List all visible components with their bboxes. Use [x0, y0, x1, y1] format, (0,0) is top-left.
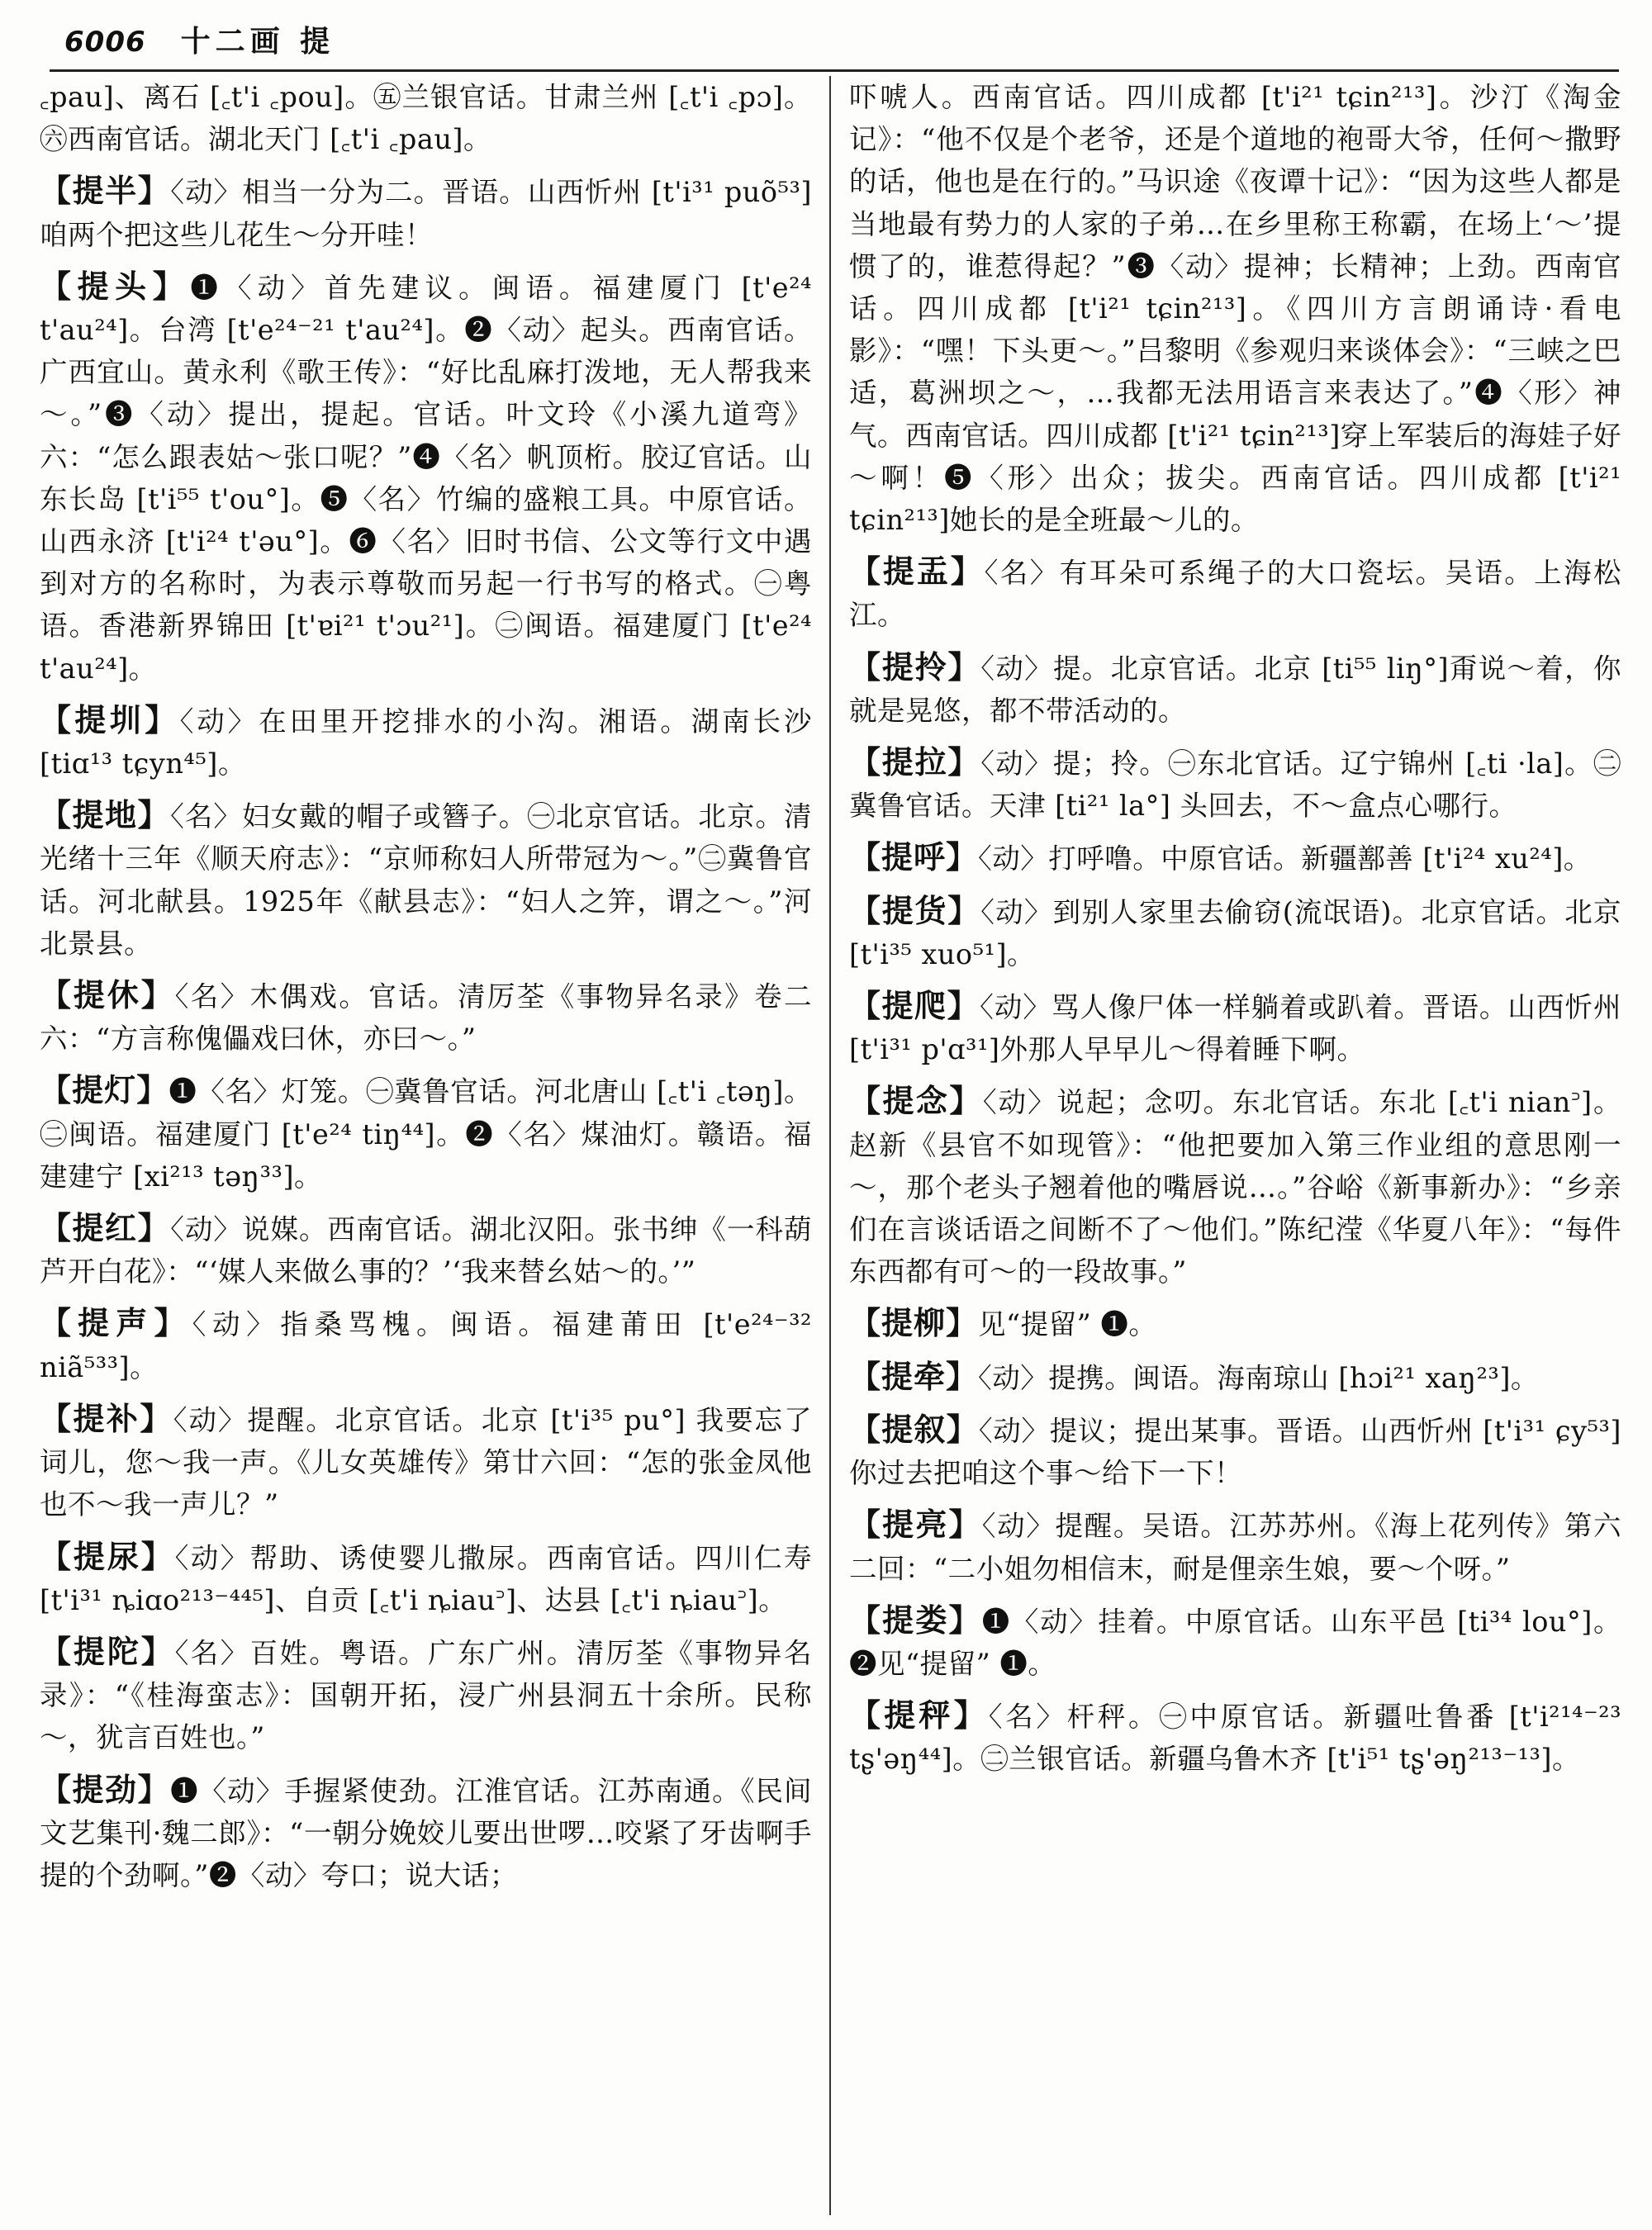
dictionary-entry — [849, 741, 1621, 827]
entry-definition: 〈动〉在田里开挖排水的小沟。湘语。湖南长沙 [tiɑ¹³ tɕyn⁴⁵]。 — [40, 705, 812, 780]
entry-headword: 【提亮】 — [849, 1506, 982, 1544]
entry-headword: 【提补】 — [40, 1399, 173, 1437]
entry-definition: 〈动〉提醒。吴语。江苏苏州。《海上花列传》第六二回：“二小姐勿相信末，耐是俚亲生娘，要～个呀。” — [849, 1510, 1621, 1585]
column-divider — [829, 76, 831, 2215]
entry-headword: 【提盂】 — [849, 553, 985, 591]
dictionary-entry — [40, 1302, 812, 1388]
entry-definition: 〈名〉妇女戴的帽子或簪子。㊀北京官话。北京。清光绪十三年《顺天府志》：“京师称妇人所带冠为～。”㊁冀鲁官话。河北献县。1925年《献县志》：“妇人之笄，谓之～。”河北景县。 — [40, 800, 812, 960]
entry-headword: 【提头】 — [40, 267, 191, 305]
entry-definition: 〈动〉指桑骂槐。闽语。福建莆田 [t'e²⁴⁻³² niã⁵³³]。 — [40, 1308, 812, 1383]
entry-headword: 【提柳】 — [849, 1304, 979, 1342]
entry-definition: 〈名〉有耳朵可系绳子的大口瓷坛。吴语。上海松江。 — [849, 557, 1621, 632]
dictionary-entry — [40, 974, 812, 1060]
dictionary-entry — [40, 1768, 812, 1897]
entry-definition: 〈动〉提议；提出某事。晋语。山西忻州 [t'i³¹ ɕy⁵³]你过去把咱这个事～给下一下！ — [849, 1414, 1621, 1490]
entry-headword: 【提劲】 — [40, 1770, 171, 1808]
entry-continuation — [849, 76, 1621, 541]
dictionary-entry — [849, 1079, 1621, 1293]
entry-headword: 【提地】 — [40, 796, 171, 834]
dictionary-entry — [40, 1207, 812, 1293]
dictionary-entry — [849, 1408, 1621, 1494]
entry-headword: 【提货】 — [849, 891, 981, 929]
section-title: 十二画 提 — [180, 24, 335, 59]
dictionary-entry — [849, 1694, 1621, 1780]
entry-headword: 【提叙】 — [849, 1410, 979, 1448]
dictionary-entry — [40, 1069, 812, 1198]
entry-headword: 【提尿】 — [40, 1537, 175, 1575]
entry-headword: 【提半】 — [40, 172, 171, 210]
entry-definition: 〈动〉打呼噜。中原官话。新疆鄯善 [t'i²⁴ xu²⁴]。 — [978, 842, 1592, 875]
dictionary-entry — [40, 1630, 812, 1759]
dictionary-entry — [849, 1302, 1621, 1345]
entry-definition: ❶〈动〉首先建议。闽语。福建厦门 [t'e²⁴ t'au²⁴]。台湾 [t'e²⁴⁻²¹ t'au²⁴]。❷〈动〉起头。西南官话。广西宜山。黄永利《歌王传》：“好比乱麻打泼地，无人帮我来～。”❸〈动〉提出，提起。官话。叶文玲《小溪九道弯》六：“怎么跟表姑～张口呢？”❹〈名〉帆顶桁。胶辽官话。山东长岛 [t'i⁵⁵ t'ou°]。❺〈名〉竹编的盛粮工具。中原官话。山西永济 [t'i²⁴ t'əu°]。❻〈名〉旧时书信、公文等行文中遇到对方的名称时，为表示尊敬而另起一行书写的格式。㊀粤语。香港新界锦田 [t'ɐi²¹ t'ɔu²¹]。㊁闽语。福建厦门 [t'e²⁴ t'au²⁴]。 — [40, 271, 812, 685]
entry-definition: 〈动〉到别人家里去偷窃(流氓语)。北京官话。北京 [t'i³⁵ xuo⁵¹]。 — [849, 895, 1621, 970]
entry-headword: 【提陀】 — [40, 1632, 175, 1670]
entry-headword: 【提牵】 — [849, 1357, 979, 1395]
dictionary-entry — [849, 890, 1621, 975]
entry-definition: 〈动〉提；拎。㊀东北官话。辽宁锦州 [꜀ti ·la]。㊁冀鲁官话。天津 [ti²¹ la°] 头回去，不～盒点心哪行。 — [849, 747, 1621, 823]
entry-definition: 〈动〉提。北京官话。北京 [ti⁵⁵ liŋ°]甭说～着，你就是晃悠，都不带活动的。 — [849, 652, 1621, 727]
entry-headword: 【提圳】 — [40, 700, 180, 738]
dictionary-entry — [40, 265, 812, 690]
dictionary-entry — [40, 1397, 812, 1526]
dictionary-entry — [849, 985, 1621, 1070]
dictionary-entry — [849, 646, 1621, 732]
page-number: 6006 — [64, 26, 146, 59]
entry-definition: ❶〈动〉挂着。中原官话。山东平邑 [ti³⁴ lou°]。❷见“提留” ❶。 — [849, 1605, 1621, 1680]
entry-definition: 〈动〉说起；念叨。东北官话。东北 [꜀t'i nian꜄]。赵新《县官不如现管》：“他把要加入第三作业组的意思刚一～，那个老头子翘着他的嘴唇说…。”谷峪《新事新办》：“乡亲们在言谈话语之间断不了～他们。”陈纪滢《华夏八年》：“每件东西都有可～的一段故事。” — [849, 1086, 1621, 1288]
entry-definition: 〈名〉百姓。粤语。广东广州。清厉荃《事物异名录》：“《桂海蛮志》：国朝开拓，浸广州县洞五十余所。民称～，犹言百姓也。” — [40, 1636, 812, 1754]
entry-headword: 【提红】 — [40, 1209, 171, 1247]
entry-continuation — [40, 76, 812, 160]
entry-headword: 【提灯】 — [40, 1071, 169, 1109]
entry-headword: 【提爬】 — [849, 987, 980, 1025]
entry-definition: ❶〈名〉灯笼。㊀冀鲁官话。河北唐山 [꜀t'i ꜀təŋ]。㊁闽语。福建厦门 [t'e²⁴ tiŋ⁴⁴]。❷〈名〉煤油灯。赣语。福建建宁 [xi²¹³ təŋ³³]。 — [40, 1075, 812, 1193]
entry-headword: 【提声】 — [40, 1304, 192, 1342]
header-rule — [50, 69, 1619, 72]
entry-definition: 吓唬人。西南官话。四川成都 [t'i²¹ tɕin²¹³]。沙汀《淘金记》：“他不仅是个老爷，还是个道地的袍哥大爷，任何～撒野的话，他也是在行的。”马识途《夜谭十记》：“因为这些人都是当地最有势力的人家的子弟…在乡里称王称霸，在场上‘～’提惯了的，谁惹得起？”❸〈动〉提神；长精神；上劲。西南官话。四川成都 [t'i²¹ tɕin²¹³]。《四川方言朗诵诗·看电影》：“嘿！下头更～。”吕黎明《参观归来谈体会》：“三峡之巴适，葛洲坝之～，…我都无法用语言来表达了。”❹〈形〉神气。西南官话。四川成都 [t'i²¹ tɕin²¹³]穿上军装后的海娃子好～啊！❺〈形〉出众；拔尖。西南官话。四川成都 [t'i²¹ tɕin²¹³]她长的是全班最～儿的。 — [849, 81, 1621, 537]
entry-definition: 〈动〉帮助、诱使婴儿撒尿。西南官话。四川仁寿 [t'i³¹ ȵiɑo²¹³⁻⁴⁴⁵]、自贡 [꜀t'i ȵiau꜄]、达县 [꜀t'i ȵiau꜄]。 — [40, 1541, 812, 1616]
dictionary-entry — [849, 836, 1621, 880]
entry-definition: 〈动〉提携。闽语。海南琼山 [hɔi²¹ xaŋ²³]。 — [978, 1361, 1539, 1394]
dictionary-entry — [849, 1599, 1621, 1685]
dictionary-entry — [40, 699, 812, 785]
entry-headword: 【提娄】 — [849, 1601, 982, 1639]
dictionary-entry — [40, 794, 812, 965]
dictionary-entry — [849, 550, 1621, 636]
entry-headword: 【提念】 — [849, 1082, 983, 1120]
right-column — [849, 76, 1621, 2223]
entry-headword: 【提秤】 — [849, 1696, 989, 1734]
entry-definition: 〈动〉骂人像尸体一样躺着或趴着。晋语。山西忻州 [t'i³¹ p'ɑ³¹]外那人早早儿～得着睡下啊。 — [849, 991, 1621, 1066]
dictionary-entry — [849, 1355, 1621, 1399]
dictionary-entry — [40, 1535, 812, 1621]
dictionary-entry — [40, 169, 812, 255]
entry-definition: ꜀pau]、离石 [꜀t'i ꜀pou]。㊄兰银官话。甘肃兰州 [꜀t'i ꜀pɔ]。㊅西南官话。湖北天门 [꜀t'i ꜀pau]。 — [40, 81, 812, 156]
entry-headword: 【提呼】 — [849, 838, 979, 876]
left-column — [40, 76, 812, 2223]
entry-definition: 〈名〉杆秤。㊀中原官话。新疆吐鲁番 [t'i²¹⁴⁻²³ tʂ'əŋ⁴⁴]。㊁兰银官话。新疆乌鲁木齐 [t'i⁵¹ tʂ'əŋ²¹³⁻¹³]。 — [849, 1701, 1621, 1776]
entry-definition: ❶〈动〉手握紧使劲。江淮官话。江苏南通。《民间文艺集刊·魏二郎》：“一朝分娩姣儿要出世啰…咬紧了牙齿啊手提的个劲啊。”❷〈动〉夸口；说大话； — [40, 1774, 812, 1891]
entry-definition: 见“提留” ❶。 — [978, 1308, 1157, 1341]
entry-definition: 〈名〉木偶戏。官话。清厉荃《事物异名录》卷二六：“方言称傀儡戏曰休，亦曰～。” — [40, 980, 812, 1056]
entry-definition: 〈动〉相当一分为二。晋语。山西忻州 [t'i³¹ puõ⁵³]咱两个把这些儿花生～分开哇！ — [40, 176, 812, 251]
entry-headword: 【提拎】 — [849, 648, 981, 686]
entry-definition: 〈动〉说媒。西南官话。湖北汉阳。张书绅《一科葫芦开白花》：“‘媒人来做么事的？’‘我来替幺姑～的。’” — [40, 1213, 812, 1288]
dictionary-entry — [849, 1503, 1621, 1589]
entry-headword: 【提休】 — [40, 976, 175, 1014]
entry-definition: 〈动〉提醒。北京官话。北京 [t'i³⁵ pu°] 我要忘了词儿，您～我一声。《儿女英雄传》第廿六回：“怎的张金凤他也不～我一声儿？” — [40, 1403, 812, 1521]
page-header — [64, 18, 335, 66]
entry-headword: 【提拉】 — [849, 743, 981, 781]
